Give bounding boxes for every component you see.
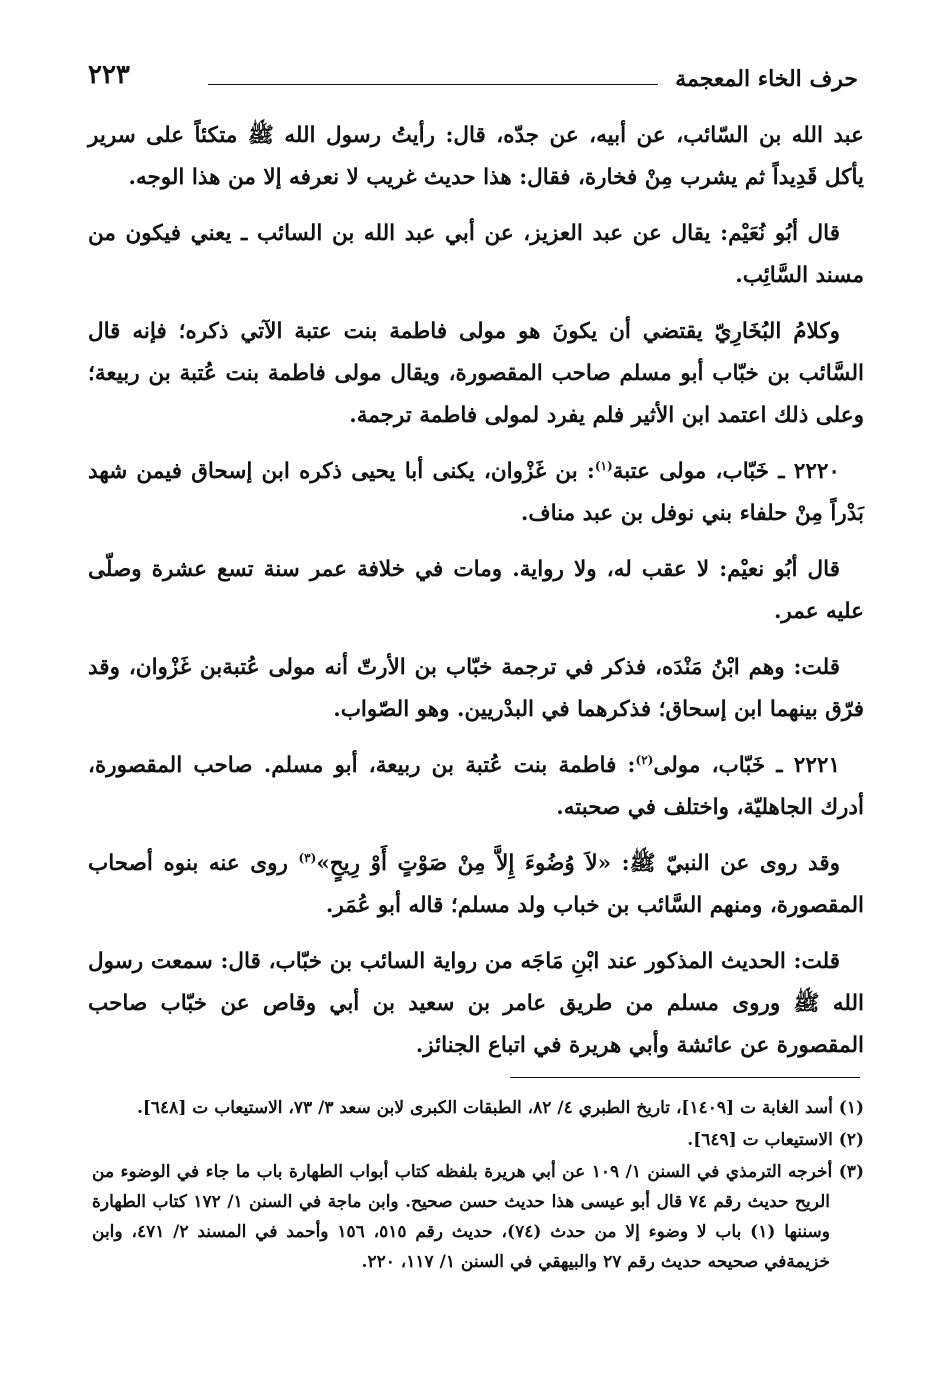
paragraph-1: عبد الله بن السّائب، عن أبيه، عن جدّه، قال: رأيتُ رسول الله ﷺ متكئاً على سرير يأكل قَدِيداً ثم يشرب مِنْ فخارة، فقال: هذا حديث غريب لا نعرفه إلا من هذا الوجه. xyxy=(88,123,864,190)
main-text xyxy=(88,115,864,1081)
entry-2221 xyxy=(88,745,864,829)
footnote-rule xyxy=(510,1077,860,1078)
footnote-ref-3: (٣) xyxy=(298,850,317,865)
paragraph-4: قال أبُو نعيْم: لا عقب له، ولا رواية. ومات في خلافة عمر سنة تسع عشرة وصلّى عليه عمر. xyxy=(88,557,864,624)
footnote-ref-1: (١) xyxy=(594,458,613,473)
paragraph-2: قال أبُو نُعَيْم: يقال عن عبد العزيز، عن أبي عبد الله بن السائب ـ يعني فيكون من مسند السَّائِب. xyxy=(88,221,864,288)
hadith-after: روى عنه بنوه أصحاب المقصورة، ومنهم السَّائب بن خباب ولد مسلم؛ قاله أبو عُمَر. xyxy=(88,851,864,918)
hadith-intro: وقد روى عن النبيّ ﷺ: xyxy=(611,851,840,876)
entry-2220-heading: ٢٢٢٠ ـ خَبّاب، مولى عتبة xyxy=(612,459,840,484)
entry-2221-text: : فاطمة بنت عُتبة بن ربيعة، أبو مسلم. صاحب المقصورة، أدرك الجاهليّة، واختلف في صحبته. xyxy=(88,753,864,820)
footnote-2: (٢) الاستيعاب ت [٦٤٩]. xyxy=(687,1130,864,1150)
paragraph-final: قلت: الحديث المذكور عند ابْنِ مَاجَه من رواية السائب بن خبّاب، قال: سمعت رسول الله ﷺ وروى مسلم من طريق عامر بن سعيد بن أبي وقاص عن خبّاب صاحب المقصورة عن عائشة وأبي هريرة في اتباع الجنائز. xyxy=(88,949,864,1058)
footnotes xyxy=(92,1093,864,1279)
header-rule xyxy=(208,84,658,85)
page-number: ٢٢٣ xyxy=(88,60,130,90)
entry-2221-heading: ٢٢٢١ ـ خَبّاب، مولى xyxy=(653,753,840,778)
chapter-title: حرف الخاء المعجمة xyxy=(675,66,858,92)
page-header xyxy=(88,58,858,98)
footnote-ref-2: (٢) xyxy=(635,752,654,767)
entry-2220-text: : بن غَزْوان، يكنى أبا يحيى ذكره ابن إسحاق فيمن شهد بَدْراً مِنْ حلفاء بني نوفل بن عبد مناف. xyxy=(88,459,864,526)
hadith-quote: «لاَ وُضُوءَ إِلاَّ مِنْ صَوْتٍ أَوْ رِيحٍ» xyxy=(316,851,612,876)
footnote-1: (١) أسد الغابة ت [١٤٠٩]، تاريخ الطبري ٤/ ٨٢، الطبقات الكبرى لابن سعد ٣/ ٧٣، الاستيعاب ت [٦٤٨]. xyxy=(136,1098,864,1118)
hadith-paragraph xyxy=(88,843,864,927)
footnote-3: (٣) أخرجه الترمذي في السنن ١/ ١٠٩ عن أبي هريرة بلفظه كتاب أبواب الطهارة باب ما جاء في الوضوء من الريح حديث رقم ٧٤ قال أبو عيسى هذا حديث حسن صحيح. وابن ماجة في السنن ١/ ١٧٢ كتاب الطهارة وسننها (١) باب لا وضوء إلا من حدث (٧٤)، حديث رقم ٥١٥، ١٥٦ وأحمد في المسند ٢/ ٤٧١، وابن خزيمةفي صحيحه حديث رقم ٢٧ والبيهقي في السنن ١/ ١١٧، ٢٢٠. xyxy=(92,1162,864,1272)
paragraph-5: قلت: وهم ابْنُ مَنْدَه، فذكر في ترجمة خبّاب بن الأرتّ أنه مولى عُتبةبن غَزْوان، وقد فرّق بينهما ابن إسحاق؛ فذكرهما في البدْريين. وهو الصّواب. xyxy=(88,655,864,722)
entry-2220 xyxy=(88,451,864,535)
paragraph-3: وكلامُ البُخَارِيّ يقتضي أن يكونَ هو مولى فاطمة بنت عتبة الآتي ذكره؛ فإنه قال السَّائب بن خبّاب أبو مسلم صاحب المقصورة، ويقال مولى فاطمة بنت عُتبة بن ربيعة؛ وعلى ذلك اعتمد ابن الأثير فلم يفرد لمولى فاطمة ترجمة. xyxy=(88,319,864,428)
